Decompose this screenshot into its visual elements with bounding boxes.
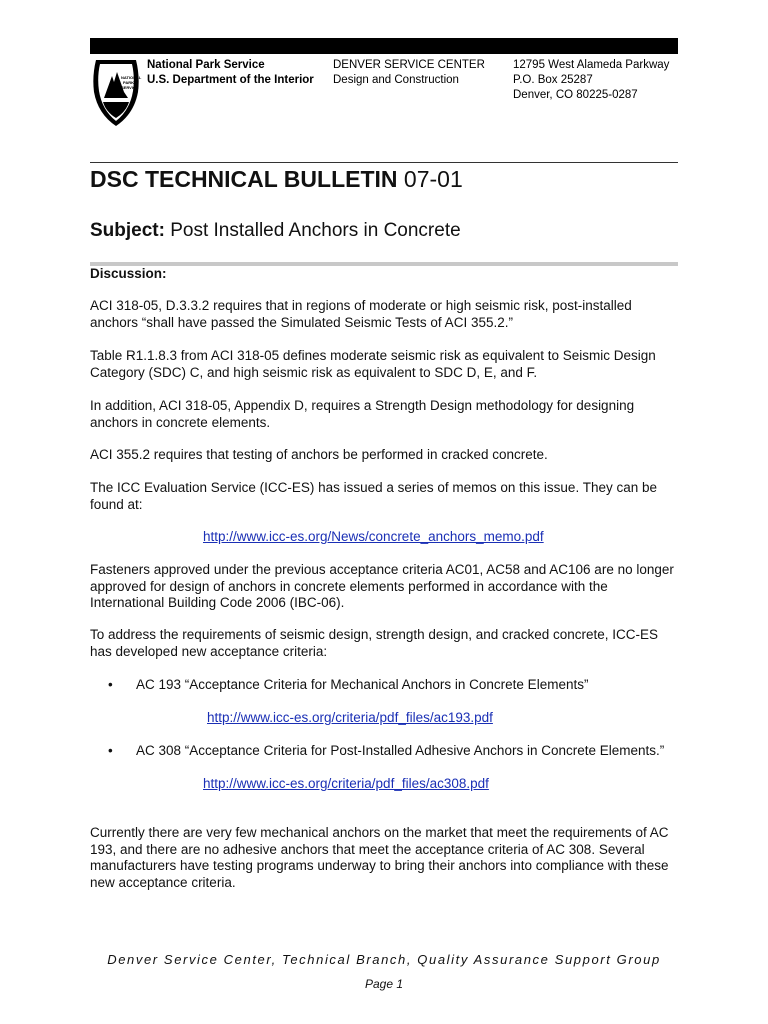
- header-org-line1: National Park Service: [147, 59, 265, 71]
- bulletin-title: [90, 166, 463, 193]
- memo-link[interactable]: http://www.icc-es.org/News/concrete_anchors_memo.pdf: [203, 529, 544, 544]
- subject-label: Subject:: [90, 220, 165, 241]
- bullet-item-ac193: [108, 677, 588, 692]
- logo-text-line1: NATIONAL: [121, 75, 142, 80]
- subject-text: Post Installed Anchors in Concrete: [170, 220, 461, 241]
- paragraph-2: Table R1.1.8.3 from ACI 318-05 defines moderate seismic risk as equivalent to Seismic Design Category (SDC) C, and high seismic risk as equivalent to SDC D, E, and F.: [90, 348, 656, 380]
- bullet-item-ac308: [108, 743, 664, 758]
- paragraph-1: ACI 318-05, D.3.3.2 requires that in regions of moderate or high seismic risk, post-installed anchors “shall have passed the Simulated Seismic Tests of ACI 355.2.”: [90, 298, 632, 330]
- bulletin-title-label: DSC TECHNICAL BULLETIN: [90, 166, 398, 192]
- header-black-bar: [90, 38, 678, 54]
- logo-text-line3: SERVICE: [121, 85, 139, 90]
- logo-text-line2: PARK: [123, 80, 135, 85]
- ac193-link[interactable]: http://www.icc-es.org/criteria/pdf_files/ac193.pdf: [207, 710, 493, 725]
- header-org-block: [147, 58, 314, 88]
- paragraph-6: Fasteners approved under the previous acceptance criteria AC01, AC58 and AC106 are no longer approved for design of anchors in concrete elements performed in accordance with the International Building Code 2006 (IBC-06).: [90, 562, 674, 610]
- paragraph-4: ACI 355.2 requires that testing of anchors be performed in cracked concrete.: [90, 447, 548, 462]
- header-center-line2: Design and Construction: [333, 74, 459, 86]
- header-center-block: [333, 58, 485, 88]
- header-center-line1: DENVER SERVICE CENTER: [333, 59, 485, 71]
- subject-line: [90, 220, 461, 242]
- header-address-line1: 12795 West Alameda Parkway: [513, 59, 670, 71]
- page-number: Page 1: [364, 977, 404, 991]
- subject-divider: [90, 262, 678, 266]
- header-address-line2: P.O. Box 25287: [513, 74, 593, 86]
- discussion-heading: Discussion:: [90, 266, 167, 281]
- paragraph-7: To address the requirements of seismic design, strength design, and cracked concrete, ICC-ES has developed new acceptance criteria:: [90, 627, 659, 659]
- header-org-line2: U.S. Department of the Interior: [147, 74, 314, 86]
- paragraph-3: In addition, ACI 318-05, Appendix D, requires a Strength Design methodology for designing anchors in concrete elements.: [90, 398, 635, 430]
- nps-arrowhead-logo: [90, 58, 142, 128]
- footer-text: Denver Service Center, Technical Branch, Quality Assurance Support Group: [107, 952, 661, 967]
- header-address-line3: Denver, CO 80225-0287: [513, 89, 638, 101]
- ac308-link[interactable]: http://www.icc-es.org/criteria/pdf_files/ac308.pdf: [203, 776, 489, 791]
- bullet-symbol: •: [108, 677, 113, 692]
- paragraph-8: Currently there are very few mechanical anchors on the market that meet the requirements of AC 193, and there are no adhesive anchors that meet the acceptance criteria of AC 308. Several manufacturers have testing programs underway to bring their anchors into compliance with these new acceptance criteria.: [90, 825, 669, 890]
- header-divider: [90, 162, 678, 163]
- bullet-text-ac308: AC 308 “Acceptance Criteria for Post-Installed Adhesive Anchors in Concrete Elements.”: [136, 743, 665, 758]
- bullet-text-ac193: AC 193 “Acceptance Criteria for Mechanical Anchors in Concrete Elements”: [136, 677, 589, 692]
- paragraph-5: The ICC Evaluation Service (ICC-ES) has issued a series of memos on this issue. They can be found at:: [90, 480, 657, 512]
- bulletin-number: 07-01: [403, 166, 463, 192]
- header-address-block: [513, 58, 669, 103]
- bullet-symbol: •: [108, 743, 113, 758]
